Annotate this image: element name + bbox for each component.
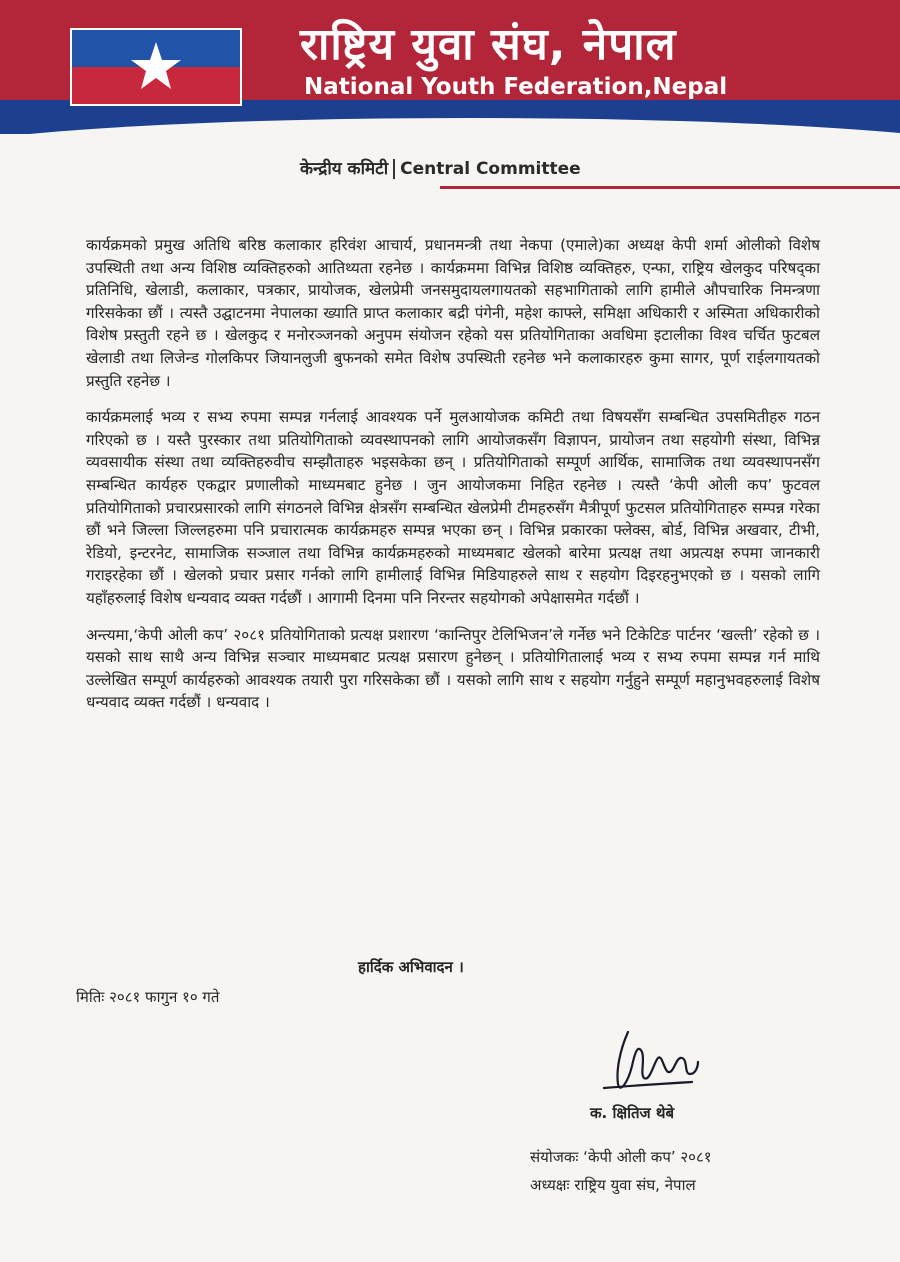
letter-body: [86, 234, 820, 728]
signatory-title-1: संयोजकः ‘केपी ओली कप’ २०८१: [530, 1148, 712, 1166]
signatory-name: क. क्षितिज थेबे: [590, 1104, 675, 1122]
flag-star-icon: [70, 28, 242, 106]
divider: [440, 186, 900, 189]
committee-heading: [300, 156, 700, 179]
signatory-title-2: अध्यक्षः राष्ट्रिय युवा संघ, नेपाल: [530, 1176, 696, 1194]
org-name-english: National Youth Federation,Nepal: [304, 74, 728, 100]
paragraph-1: कार्यक्रमको प्रमुख अतिथि बरिष्ठ कलाकार हरिवंश आचार्य, प्रधानमन्त्री तथा नेकपा (एमाले)का अध्यक्ष केपी शर्मा ओलीको विशेष उपस्थिती तथा अन्य विशिष्ठ व्यक्तिहरुको आतिथ्यता रहनेछ । कार्यक्रममा विभिन्न विशिष्ठ व्यक्तिहरु, एन्फा, राष्ट्रिय खेलकुद परिषद्का प्रतिनिधि, खेलाडी, कलाकार, पत्रकार, प्रायोजक, खेलप्रेमी जनसमुदायलगायतको सहभागिताको लागि हामीले औपचारिक निमन्त्रणा गरिसकेका छौं । त्यस्तै उद्घाटनमा नेपालका ख्याति प्राप्त कलाकार बद्री पंगेनी, महेश काफ्ले, समिक्षा अधिकारी र अस्मिता अधिकारीको विशेष प्रस्तुती रहने छ । खेलकुद र मनोरञ्जनको अनुपम संयोजन रहेको यस प्रतियोगिताका अवधिमा इटालीका विश्व चर्चित फुटबल खेलाडी तथा लिजेन्ड गोलकिपर जियानलुजी बुफनको समेत विशेष उपस्थिती रहनेछ भने कलाकारहरु कुमा सागर, पूर्ण राईलगायतको प्रस्तुति रहनेछ ।: [86, 236, 820, 390]
signature-icon: [598, 1022, 708, 1100]
paragraph-3: अन्त्यमा,‘केपी ओली कप’ २०८१ प्रतियोगिताको प्रत्यक्ष प्रशारण ‘कान्तिपुर टेलिभिजन’ले गर्नेछ भने टिकेटिङ पार्टनर ‘खल्ती’ रहेको छ । यसको साथ साथै अन्य विभिन्न सञ्चार माध्यमबाट प्रत्यक्ष प्रसारण हुनेछन् । प्रतियोगितालाई भव्य र सभ्य रुपमा सम्पन्न गर्न माथि उल्लेखित सम्पूर्ण कार्यहरुको आवश्यक तयारी पुरा गरिसकेका छौं । यसको लागि साथ र सहयोग गर्नुहुने सम्पूर्ण महानुभवहरुलाई विशेष धन्यवाद व्यक्त गर्दछौं । धन्यवाद ।: [86, 625, 820, 712]
committee-english: Central Committee: [400, 159, 581, 179]
committee-nepali: केन्द्रीय कमिटी: [300, 159, 389, 179]
org-name-nepali: राष्ट्रिय युवा संघ, नेपाल: [300, 19, 677, 70]
letter-date: मितिः २०८१ फागुन १० गते: [76, 988, 220, 1006]
closing-greeting: हार्दिक अभिवादन ।: [358, 958, 464, 976]
paragraph-2: कार्यक्रमलाई भव्य र सभ्य रुपमा सम्पन्न गर्नलाई आवश्यक पर्ने मुलआयोजक कमिटी तथा विषयसँग सम्बन्धित उपसमितीहरु गठन गरिएको छ । यस्तै पुरस्कार तथा प्रतियोगिताको व्यवस्थापनको लागि आयोजकसँग विज्ञापन, प्रायोजन तथा सहयोगी संस्था, विभिन्न व्यवसायीक संस्था तथा व्यक्तिहरुवीच सम्झौताहरु भइसकेका छन् । प्रतियोगिताको सम्पूर्ण आर्थिक, सामाजिक तथा व्यवस्थापनसँग सम्बन्धित कार्यहरु एकद्वार प्रणालीको माध्यमबाट हुनेछ । जुन आयोजकमा निहित रहनेछ । त्यस्तै ‘केपी ओली कप’ फुटवल प्रतियोगिताको प्रचारप्रसारको लागि संगठनले विभिन्न क्षेत्रसँग सम्बन्धित खेलप्रेमी टीमहरुसँग मैत्रीपूर्ण फुटसल प्रतियोगिताहरु सम्पन्न गरेका छौं भने जिल्ला जिल्लहरुमा पनि प्रचारात्मक कार्यक्रमहरु सम्पन्न भएका छन् । विभिन्न प्रकारका फ्लेक्स, बोर्ड, विभिन्न अखवार, टीभी, रेडियो, इन्टरनेट, सामाजिक सञ्जाल तथा विभिन्न कार्यक्रमहरुको माध्यमबाट खेलको बारेमा प्रत्यक्ष तथा अप्रत्यक्ष रुपमा जानकारी गराइरहेका छौं । खेलको प्रचार प्रसार गर्नको लागि हामीलाई विभिन्न मिडियाहरुले साथ र सहयोग दिइरहनुभएको छ । यसको लागि यहाँहरुलाई विशेष धन्यवाद व्यक्त गर्दछौं । आगामी दिनमा पनि निरन्तर सहयोगको अपेक्षासमेत गर्दछौं ।: [86, 408, 820, 607]
